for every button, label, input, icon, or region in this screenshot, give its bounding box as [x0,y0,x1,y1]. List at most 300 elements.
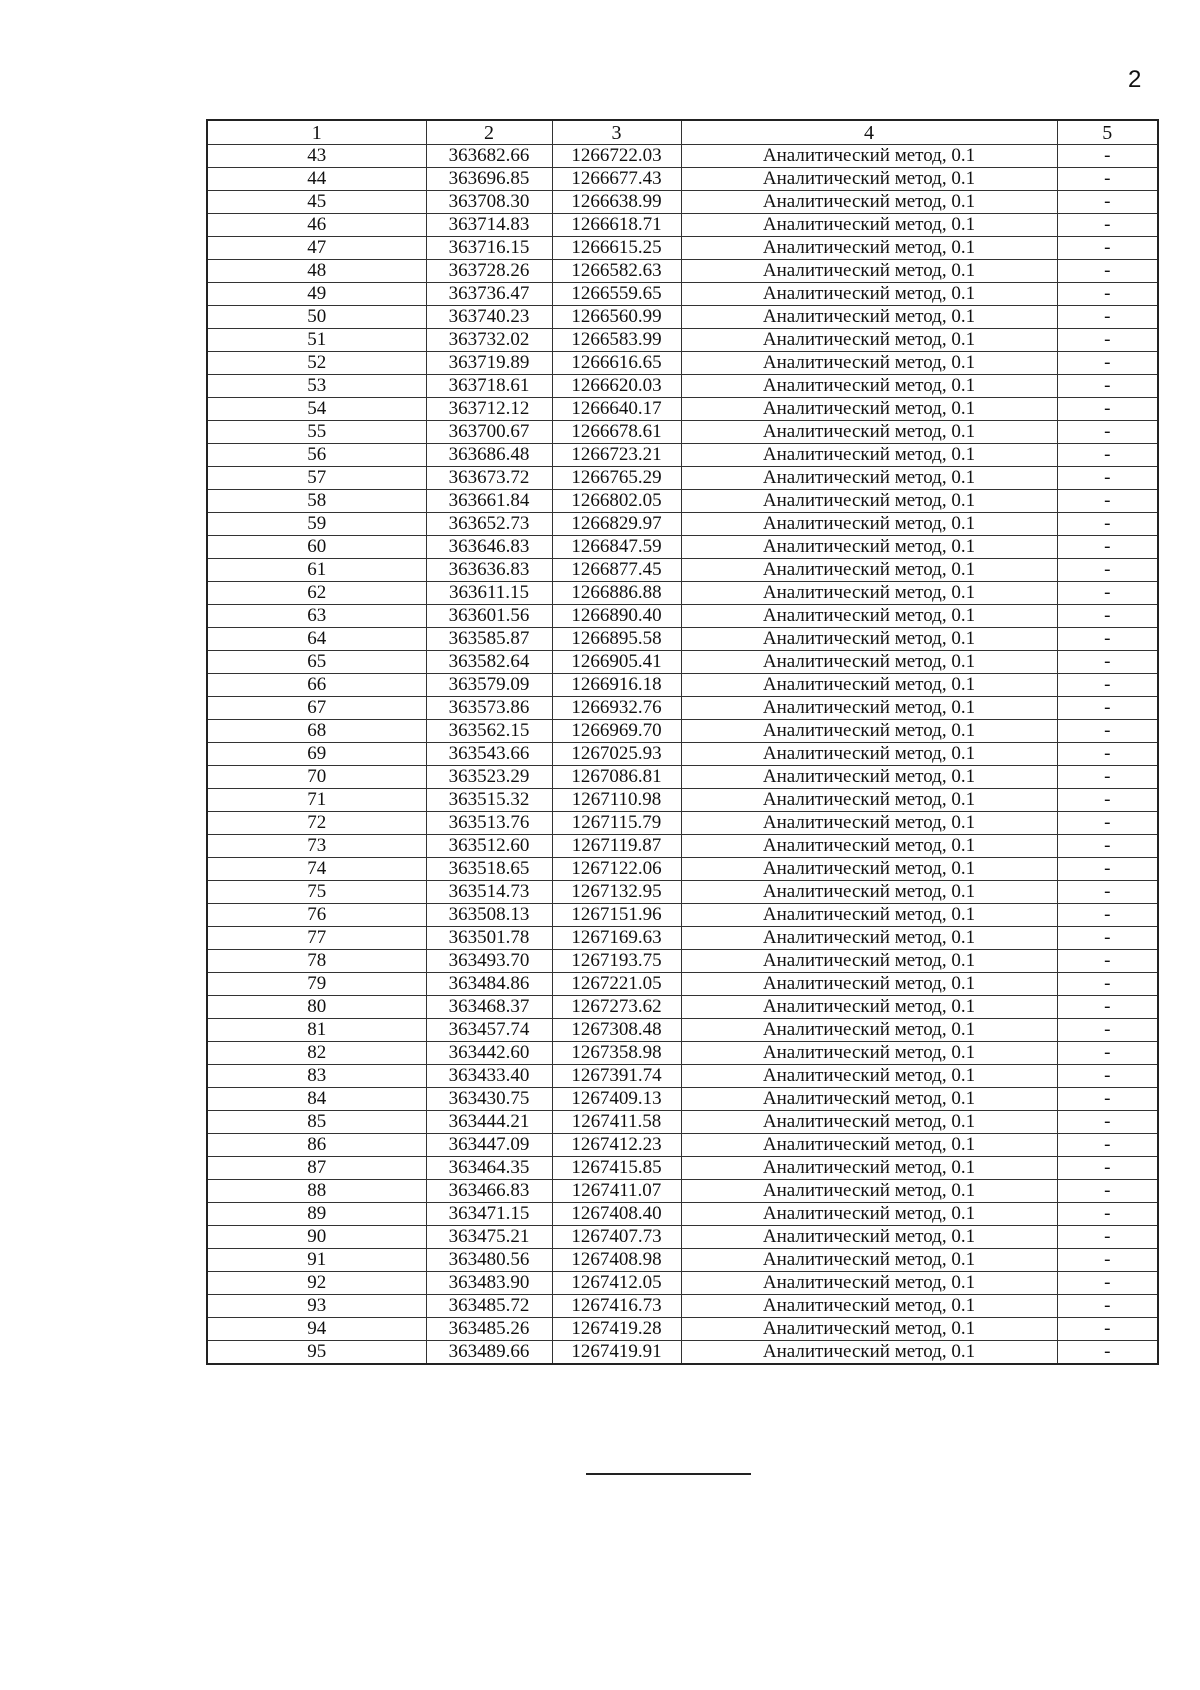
table-row [207,1341,1158,1365]
y-coordinate-cell: 1267122.06 [552,858,681,881]
method-accuracy-cell: Аналитический метод, 0.1 [681,398,1057,421]
note-cell: - [1057,1088,1158,1111]
y-coordinate-cell: 1266640.17 [552,398,681,421]
table-row [207,628,1158,651]
y-coordinate-cell: 1267308.48 [552,1019,681,1042]
column-header-5: 5 [1057,120,1158,145]
point-number-cell: 70 [207,766,426,789]
point-number-cell: 54 [207,398,426,421]
y-coordinate-cell: 1266616.65 [552,352,681,375]
x-coordinate-cell: 363736.47 [426,283,552,306]
y-coordinate-cell: 1266583.99 [552,329,681,352]
point-number-cell: 94 [207,1318,426,1341]
x-coordinate-cell: 363708.30 [426,191,552,214]
note-cell: - [1057,720,1158,743]
point-number-cell: 77 [207,927,426,950]
table-row [207,812,1158,835]
y-coordinate-cell: 1267358.98 [552,1042,681,1065]
table-row [207,835,1158,858]
method-accuracy-cell: Аналитический метод, 0.1 [681,168,1057,191]
note-cell: - [1057,513,1158,536]
x-coordinate-cell: 363466.83 [426,1180,552,1203]
point-number-cell: 64 [207,628,426,651]
y-coordinate-cell: 1266560.99 [552,306,681,329]
y-coordinate-cell: 1267273.62 [552,996,681,1019]
table-row [207,789,1158,812]
table-row [207,467,1158,490]
x-coordinate-cell: 363585.87 [426,628,552,651]
table-row [207,444,1158,467]
table-row [207,1272,1158,1295]
y-coordinate-cell: 1266905.41 [552,651,681,674]
point-number-cell: 79 [207,973,426,996]
y-coordinate-cell: 1266723.21 [552,444,681,467]
point-number-cell: 68 [207,720,426,743]
y-coordinate-cell: 1266829.97 [552,513,681,536]
note-cell: - [1057,582,1158,605]
point-number-cell: 86 [207,1134,426,1157]
x-coordinate-cell: 363573.86 [426,697,552,720]
x-coordinate-cell: 363719.89 [426,352,552,375]
note-cell: - [1057,306,1158,329]
x-coordinate-cell: 363464.35 [426,1157,552,1180]
note-cell: - [1057,1272,1158,1295]
point-number-cell: 73 [207,835,426,858]
y-coordinate-cell: 1267110.98 [552,789,681,812]
method-accuracy-cell: Аналитический метод, 0.1 [681,881,1057,904]
table-row [207,950,1158,973]
end-of-table-line [586,1473,751,1475]
x-coordinate-cell: 363652.73 [426,513,552,536]
table-row [207,1065,1158,1088]
y-coordinate-cell: 1266620.03 [552,375,681,398]
x-coordinate-cell: 363489.66 [426,1341,552,1365]
note-cell: - [1057,444,1158,467]
point-number-cell: 55 [207,421,426,444]
note-cell: - [1057,674,1158,697]
method-accuracy-cell: Аналитический метод, 0.1 [681,996,1057,1019]
method-accuracy-cell: Аналитический метод, 0.1 [681,1180,1057,1203]
method-accuracy-cell: Аналитический метод, 0.1 [681,329,1057,352]
table-header-row [207,120,1158,145]
note-cell: - [1057,789,1158,812]
point-number-cell: 59 [207,513,426,536]
note-cell: - [1057,835,1158,858]
table-row [207,674,1158,697]
table-row [207,582,1158,605]
table-row [207,329,1158,352]
x-coordinate-cell: 363471.15 [426,1203,552,1226]
column-header-2: 2 [426,120,552,145]
point-number-cell: 95 [207,1341,426,1365]
note-cell: - [1057,490,1158,513]
method-accuracy-cell: Аналитический метод, 0.1 [681,191,1057,214]
method-accuracy-cell: Аналитический метод, 0.1 [681,697,1057,720]
y-coordinate-cell: 1267419.91 [552,1341,681,1365]
x-coordinate-cell: 363718.61 [426,375,552,398]
point-number-cell: 49 [207,283,426,306]
method-accuracy-cell: Аналитический метод, 0.1 [681,720,1057,743]
point-number-cell: 71 [207,789,426,812]
note-cell: - [1057,1042,1158,1065]
x-coordinate-cell: 363732.02 [426,329,552,352]
x-coordinate-cell: 363728.26 [426,260,552,283]
point-number-cell: 83 [207,1065,426,1088]
point-number-cell: 46 [207,214,426,237]
table-row [207,605,1158,628]
table-row [207,375,1158,398]
y-coordinate-cell: 1266618.71 [552,214,681,237]
table-row [207,306,1158,329]
note-cell: - [1057,1249,1158,1272]
note-cell: - [1057,697,1158,720]
x-coordinate-cell: 363714.83 [426,214,552,237]
point-number-cell: 52 [207,352,426,375]
x-coordinate-cell: 363514.73 [426,881,552,904]
note-cell: - [1057,1111,1158,1134]
table-row [207,720,1158,743]
note-cell: - [1057,743,1158,766]
point-number-cell: 58 [207,490,426,513]
method-accuracy-cell: Аналитический метод, 0.1 [681,1341,1057,1365]
y-coordinate-cell: 1267115.79 [552,812,681,835]
page-number: 2 [1128,66,1142,93]
table-body [207,145,1158,1365]
table-row [207,1019,1158,1042]
y-coordinate-cell: 1267412.05 [552,1272,681,1295]
x-coordinate-cell: 363485.72 [426,1295,552,1318]
table-row [207,927,1158,950]
point-number-cell: 57 [207,467,426,490]
note-cell: - [1057,536,1158,559]
point-number-cell: 88 [207,1180,426,1203]
table-row [207,260,1158,283]
table-row [207,1111,1158,1134]
column-header-3: 3 [552,120,681,145]
note-cell: - [1057,1065,1158,1088]
x-coordinate-cell: 363513.76 [426,812,552,835]
note-cell: - [1057,1203,1158,1226]
y-coordinate-cell: 1267407.73 [552,1226,681,1249]
point-number-cell: 81 [207,1019,426,1042]
x-coordinate-cell: 363716.15 [426,237,552,260]
column-header-1: 1 [207,120,426,145]
method-accuracy-cell: Аналитический метод, 0.1 [681,582,1057,605]
method-accuracy-cell: Аналитический метод, 0.1 [681,467,1057,490]
point-number-cell: 89 [207,1203,426,1226]
note-cell: - [1057,168,1158,191]
x-coordinate-cell: 363646.83 [426,536,552,559]
method-accuracy-cell: Аналитический метод, 0.1 [681,1318,1057,1341]
table-row [207,237,1158,260]
table-row [207,697,1158,720]
note-cell: - [1057,927,1158,950]
y-coordinate-cell: 1267415.85 [552,1157,681,1180]
table-row [207,1226,1158,1249]
method-accuracy-cell: Аналитический метод, 0.1 [681,950,1057,973]
method-accuracy-cell: Аналитический метод, 0.1 [681,927,1057,950]
y-coordinate-cell: 1266916.18 [552,674,681,697]
table-row [207,904,1158,927]
table-row [207,1134,1158,1157]
table-row [207,766,1158,789]
y-coordinate-cell: 1267416.73 [552,1295,681,1318]
x-coordinate-cell: 363433.40 [426,1065,552,1088]
method-accuracy-cell: Аналитический метод, 0.1 [681,1065,1057,1088]
point-number-cell: 51 [207,329,426,352]
table-row [207,1042,1158,1065]
y-coordinate-cell: 1267221.05 [552,973,681,996]
point-number-cell: 91 [207,1249,426,1272]
note-cell: - [1057,1180,1158,1203]
point-number-cell: 74 [207,858,426,881]
point-number-cell: 72 [207,812,426,835]
table-row [207,743,1158,766]
point-number-cell: 90 [207,1226,426,1249]
method-accuracy-cell: Аналитический метод, 0.1 [681,858,1057,881]
point-number-cell: 67 [207,697,426,720]
y-coordinate-cell: 1266895.58 [552,628,681,651]
table-row [207,214,1158,237]
point-number-cell: 43 [207,145,426,168]
note-cell: - [1057,996,1158,1019]
y-coordinate-cell: 1267408.40 [552,1203,681,1226]
point-number-cell: 48 [207,260,426,283]
note-cell: - [1057,1019,1158,1042]
x-coordinate-cell: 363512.60 [426,835,552,858]
y-coordinate-cell: 1266559.65 [552,283,681,306]
y-coordinate-cell: 1266582.63 [552,260,681,283]
y-coordinate-cell: 1267151.96 [552,904,681,927]
method-accuracy-cell: Аналитический метод, 0.1 [681,812,1057,835]
method-accuracy-cell: Аналитический метод, 0.1 [681,1111,1057,1134]
coordinates-table [206,119,1159,1365]
x-coordinate-cell: 363475.21 [426,1226,552,1249]
x-coordinate-cell: 363611.15 [426,582,552,605]
y-coordinate-cell: 1267025.93 [552,743,681,766]
point-number-cell: 93 [207,1295,426,1318]
y-coordinate-cell: 1266677.43 [552,168,681,191]
y-coordinate-cell: 1267409.13 [552,1088,681,1111]
x-coordinate-cell: 363673.72 [426,467,552,490]
y-coordinate-cell: 1267419.28 [552,1318,681,1341]
note-cell: - [1057,950,1158,973]
table-row [207,352,1158,375]
x-coordinate-cell: 363468.37 [426,996,552,1019]
note-cell: - [1057,398,1158,421]
y-coordinate-cell: 1267193.75 [552,950,681,973]
table-row [207,145,1158,168]
x-coordinate-cell: 363523.29 [426,766,552,789]
x-coordinate-cell: 363601.56 [426,605,552,628]
y-coordinate-cell: 1266886.88 [552,582,681,605]
x-coordinate-cell: 363484.86 [426,973,552,996]
point-number-cell: 66 [207,674,426,697]
method-accuracy-cell: Аналитический метод, 0.1 [681,421,1057,444]
y-coordinate-cell: 1266802.05 [552,490,681,513]
method-accuracy-cell: Аналитический метод, 0.1 [681,789,1057,812]
point-number-cell: 63 [207,605,426,628]
method-accuracy-cell: Аналитический метод, 0.1 [681,283,1057,306]
x-coordinate-cell: 363579.09 [426,674,552,697]
x-coordinate-cell: 363712.12 [426,398,552,421]
method-accuracy-cell: Аналитический метод, 0.1 [681,1019,1057,1042]
x-coordinate-cell: 363447.09 [426,1134,552,1157]
note-cell: - [1057,1134,1158,1157]
note-cell: - [1057,191,1158,214]
column-header-4: 4 [681,120,1057,145]
note-cell: - [1057,651,1158,674]
x-coordinate-cell: 363457.74 [426,1019,552,1042]
table-row [207,490,1158,513]
point-number-cell: 45 [207,191,426,214]
note-cell: - [1057,421,1158,444]
table-row [207,881,1158,904]
note-cell: - [1057,605,1158,628]
table-row [207,168,1158,191]
note-cell: - [1057,283,1158,306]
method-accuracy-cell: Аналитический метод, 0.1 [681,352,1057,375]
x-coordinate-cell: 363483.90 [426,1272,552,1295]
method-accuracy-cell: Аналитический метод, 0.1 [681,1088,1057,1111]
x-coordinate-cell: 363493.70 [426,950,552,973]
note-cell: - [1057,467,1158,490]
note-cell: - [1057,375,1158,398]
method-accuracy-cell: Аналитический метод, 0.1 [681,145,1057,168]
note-cell: - [1057,145,1158,168]
note-cell: - [1057,1157,1158,1180]
point-number-cell: 61 [207,559,426,582]
table-row [207,191,1158,214]
point-number-cell: 82 [207,1042,426,1065]
method-accuracy-cell: Аналитический метод, 0.1 [681,1295,1057,1318]
method-accuracy-cell: Аналитический метод, 0.1 [681,306,1057,329]
table-row [207,1180,1158,1203]
table-row [207,973,1158,996]
y-coordinate-cell: 1267412.23 [552,1134,681,1157]
y-coordinate-cell: 1267119.87 [552,835,681,858]
method-accuracy-cell: Аналитический метод, 0.1 [681,904,1057,927]
method-accuracy-cell: Аналитический метод, 0.1 [681,490,1057,513]
note-cell: - [1057,812,1158,835]
note-cell: - [1057,904,1158,927]
point-number-cell: 75 [207,881,426,904]
table-row [207,283,1158,306]
y-coordinate-cell: 1266678.61 [552,421,681,444]
method-accuracy-cell: Аналитический метод, 0.1 [681,444,1057,467]
table-row [207,651,1158,674]
x-coordinate-cell: 363700.67 [426,421,552,444]
method-accuracy-cell: Аналитический метод, 0.1 [681,973,1057,996]
method-accuracy-cell: Аналитический метод, 0.1 [681,1226,1057,1249]
y-coordinate-cell: 1266969.70 [552,720,681,743]
table-row [207,421,1158,444]
table-row [207,1295,1158,1318]
note-cell: - [1057,881,1158,904]
point-number-cell: 50 [207,306,426,329]
x-coordinate-cell: 363682.66 [426,145,552,168]
x-coordinate-cell: 363508.13 [426,904,552,927]
method-accuracy-cell: Аналитический метод, 0.1 [681,260,1057,283]
x-coordinate-cell: 363543.66 [426,743,552,766]
method-accuracy-cell: Аналитический метод, 0.1 [681,1042,1057,1065]
method-accuracy-cell: Аналитический метод, 0.1 [681,536,1057,559]
y-coordinate-cell: 1266847.59 [552,536,681,559]
x-coordinate-cell: 363518.65 [426,858,552,881]
note-cell: - [1057,559,1158,582]
y-coordinate-cell: 1267086.81 [552,766,681,789]
point-number-cell: 80 [207,996,426,1019]
method-accuracy-cell: Аналитический метод, 0.1 [681,1134,1057,1157]
y-coordinate-cell: 1267391.74 [552,1065,681,1088]
y-coordinate-cell: 1266615.25 [552,237,681,260]
method-accuracy-cell: Аналитический метод, 0.1 [681,743,1057,766]
y-coordinate-cell: 1267408.98 [552,1249,681,1272]
point-number-cell: 65 [207,651,426,674]
point-number-cell: 62 [207,582,426,605]
x-coordinate-cell: 363582.64 [426,651,552,674]
point-number-cell: 85 [207,1111,426,1134]
table-row [207,559,1158,582]
point-number-cell: 78 [207,950,426,973]
y-coordinate-cell: 1266765.29 [552,467,681,490]
y-coordinate-cell: 1266932.76 [552,697,681,720]
method-accuracy-cell: Аналитический метод, 0.1 [681,513,1057,536]
method-accuracy-cell: Аналитический метод, 0.1 [681,1157,1057,1180]
table-row [207,513,1158,536]
note-cell: - [1057,858,1158,881]
method-accuracy-cell: Аналитический метод, 0.1 [681,237,1057,260]
y-coordinate-cell: 1266722.03 [552,145,681,168]
method-accuracy-cell: Аналитический метод, 0.1 [681,1203,1057,1226]
method-accuracy-cell: Аналитический метод, 0.1 [681,628,1057,651]
point-number-cell: 53 [207,375,426,398]
point-number-cell: 60 [207,536,426,559]
note-cell: - [1057,329,1158,352]
x-coordinate-cell: 363696.85 [426,168,552,191]
y-coordinate-cell: 1266890.40 [552,605,681,628]
table-row [207,996,1158,1019]
point-number-cell: 47 [207,237,426,260]
x-coordinate-cell: 363444.21 [426,1111,552,1134]
method-accuracy-cell: Аналитический метод, 0.1 [681,605,1057,628]
point-number-cell: 84 [207,1088,426,1111]
point-number-cell: 92 [207,1272,426,1295]
note-cell: - [1057,628,1158,651]
table-row [207,1088,1158,1111]
point-number-cell: 56 [207,444,426,467]
method-accuracy-cell: Аналитический метод, 0.1 [681,651,1057,674]
x-coordinate-cell: 363480.56 [426,1249,552,1272]
note-cell: - [1057,237,1158,260]
x-coordinate-cell: 363442.60 [426,1042,552,1065]
table-row [207,398,1158,421]
table-row [207,1318,1158,1341]
y-coordinate-cell: 1266638.99 [552,191,681,214]
note-cell: - [1057,766,1158,789]
point-number-cell: 87 [207,1157,426,1180]
note-cell: - [1057,1318,1158,1341]
x-coordinate-cell: 363636.83 [426,559,552,582]
x-coordinate-cell: 363686.48 [426,444,552,467]
y-coordinate-cell: 1267132.95 [552,881,681,904]
table-row [207,1203,1158,1226]
x-coordinate-cell: 363740.23 [426,306,552,329]
x-coordinate-cell: 363515.32 [426,789,552,812]
x-coordinate-cell: 363661.84 [426,490,552,513]
point-number-cell: 44 [207,168,426,191]
method-accuracy-cell: Аналитический метод, 0.1 [681,1272,1057,1295]
